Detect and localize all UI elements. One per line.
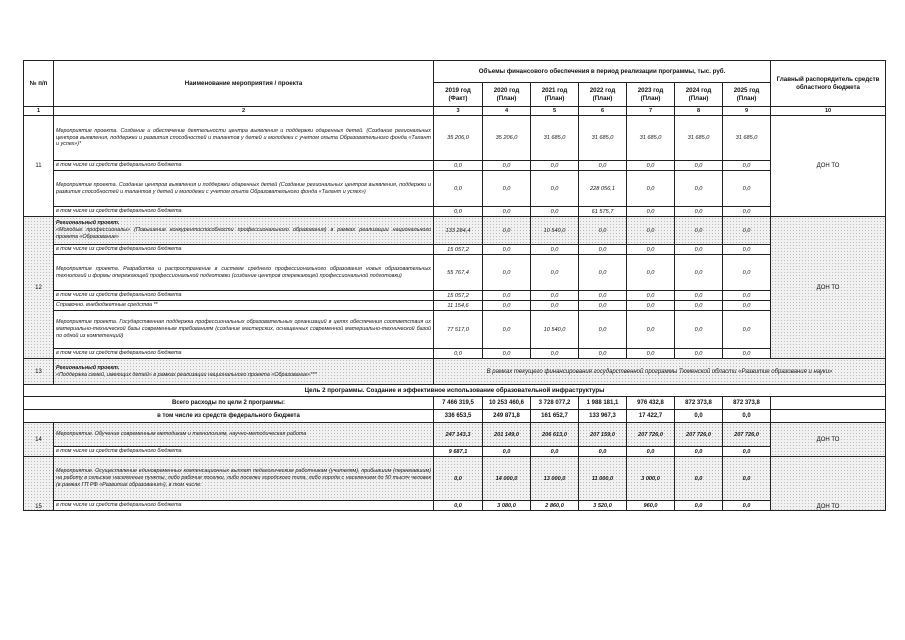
value-cell: 0,0 (579, 311, 627, 349)
table-row (24, 447, 886, 457)
row-description: в том числе из средств федерального бюджета (54, 291, 434, 301)
budget-table (23, 60, 886, 511)
table-row (24, 423, 886, 447)
project-title: Региональный проект. (56, 220, 120, 227)
row-description (54, 359, 434, 385)
value-cell: 0,0 (675, 161, 723, 171)
value-cell: 14 000,0 (483, 457, 531, 501)
column-number: 8 (675, 107, 723, 116)
value-cell: 0,0 (675, 349, 723, 359)
value-cell: 0,0 (483, 311, 531, 349)
total-fed-value: 17 422,7 (627, 410, 675, 423)
year-header: 2022 год (План) (579, 83, 627, 107)
value-cell: 35 206,0 (434, 116, 483, 161)
value-cell: 31 685,0 (675, 116, 723, 161)
value-cell: 0,0 (434, 171, 483, 207)
value-cell: 0,0 (531, 349, 579, 359)
value-cell: 11 154,6 (434, 301, 483, 311)
value-cell: 0,0 (434, 501, 483, 511)
value-cell: 247 143,3 (434, 423, 483, 447)
row-description: в том числе из средств федерального бюджета (54, 245, 434, 255)
value-cell: 0,0 (531, 255, 579, 291)
column-number: 6 (579, 107, 627, 116)
table-row (24, 245, 886, 255)
value-cell: 133 284,4 (434, 217, 483, 245)
value-cell: 0,0 (723, 161, 771, 171)
value-cell: 3 000,0 (627, 457, 675, 501)
value-cell: 0,0 (483, 171, 531, 207)
value-cell: 0,0 (434, 161, 483, 171)
row-description: Мероприятие. Осуществление единовременных компенсационных выплат педагогическим работникам (учителям), прибывшим (переехавшим) на работу в сельские населенные пункты, либо рабочие поселки, либо поселки городского типа, либо города с населением до 50 тысяч человек (в рамках ГП РФ «Развитие образования»), в том числе: (54, 457, 434, 501)
column-number: 7 (627, 107, 675, 116)
value-cell: 0,0 (675, 311, 723, 349)
value-cell: 0,0 (579, 447, 627, 457)
value-cell: 0,0 (483, 349, 531, 359)
value-cell: 0,0 (531, 207, 579, 217)
table-row (24, 207, 886, 217)
value-cell: 31 685,0 (579, 116, 627, 161)
value-cell: 0,0 (723, 217, 771, 245)
value-cell: 15 057,2 (434, 291, 483, 301)
funding-note: В рамках текущего финансирования государственной программы Тюменской области «Развитие образования и науки» (434, 359, 886, 385)
org-cell: ДОН ТО (771, 423, 886, 457)
table-row (24, 161, 886, 171)
value-cell: 0,0 (531, 161, 579, 171)
value-cell: 0,0 (579, 301, 627, 311)
value-cell: 0,0 (483, 255, 531, 291)
table-row (24, 217, 886, 245)
year-header: 2023 год (План) (627, 83, 675, 107)
value-cell: 0,0 (723, 291, 771, 301)
value-cell: 0,0 (531, 245, 579, 255)
total-fed-row (24, 410, 886, 423)
column-number: 10 (771, 107, 886, 116)
table-row (24, 301, 886, 311)
total-value: 3 728 077,2 (531, 397, 579, 410)
value-cell: 201 149,0 (483, 423, 531, 447)
value-cell: 0,0 (627, 447, 675, 457)
table-row (24, 255, 886, 291)
table-row (24, 116, 886, 161)
column-number: 3 (434, 107, 483, 116)
table-row (24, 359, 886, 385)
header-row-1 (24, 61, 886, 83)
value-cell: 31 685,0 (627, 116, 675, 161)
total-value: 7 466 319,5 (434, 397, 483, 410)
value-cell: 0,0 (675, 255, 723, 291)
value-cell: 0,0 (627, 245, 675, 255)
year-header: 2025 год (План) (723, 83, 771, 107)
total-label: Всего расходы по цели 2 программы: (24, 397, 434, 410)
column-number: 1 (24, 107, 54, 116)
total-fed-value: 336 653,5 (434, 410, 483, 423)
value-cell: 0,0 (675, 207, 723, 217)
total-fed-value: 0,0 (675, 410, 723, 423)
row-index: 12 (24, 217, 54, 359)
org-cell: ДОН ТО (771, 217, 886, 359)
value-cell: 0,0 (483, 217, 531, 245)
row-description: в том числе из средств федерального бюджета (54, 501, 434, 511)
value-cell: 0,0 (579, 349, 627, 359)
value-cell: 9 687,1 (434, 447, 483, 457)
value-cell: 15 057,2 (434, 245, 483, 255)
col-no-header: № п/п (24, 61, 54, 107)
table-row (24, 311, 886, 349)
year-header: 2021 год (План) (531, 83, 579, 107)
value-cell: 0,0 (483, 245, 531, 255)
table-row (24, 349, 886, 359)
row-description: в том числе из средств федерального бюджета (54, 349, 434, 359)
year-header: 2019 год (Факт) (434, 83, 483, 107)
value-cell: 0,0 (579, 245, 627, 255)
value-cell: 0,0 (531, 291, 579, 301)
value-cell: 206 613,0 (531, 423, 579, 447)
value-cell: 0,0 (627, 217, 675, 245)
value-cell: 0,0 (579, 255, 627, 291)
total-value: 10 253 460,6 (483, 397, 531, 410)
column-number-row (24, 107, 886, 116)
value-cell: 207 726,0 (723, 423, 771, 447)
value-cell: 0,0 (579, 217, 627, 245)
value-cell: 0,0 (627, 207, 675, 217)
goal-row (24, 385, 886, 397)
column-number: 9 (723, 107, 771, 116)
value-cell: 55 767,4 (434, 255, 483, 291)
total-value: 1 988 181,1 (579, 397, 627, 410)
value-cell: 0,0 (627, 291, 675, 301)
table-row (24, 457, 886, 501)
project-title: Региональный проект. (56, 364, 120, 371)
column-number: 5 (531, 107, 579, 116)
value-cell: 228 056,1 (579, 171, 627, 207)
value-cell: 0,0 (675, 457, 723, 501)
value-cell: 0,0 (483, 291, 531, 301)
value-cell: 0,0 (483, 301, 531, 311)
value-cell: 0,0 (627, 311, 675, 349)
value-cell: 13 000,0 (531, 457, 579, 501)
value-cell: 10 540,0 (531, 311, 579, 349)
empty-cell (771, 410, 886, 423)
table-row (24, 501, 886, 511)
empty-cell (771, 397, 886, 410)
budget-table-page (23, 60, 885, 511)
value-cell: 0,0 (675, 301, 723, 311)
project-text: «Поддержка семей, имеющих детей» в рамках реализации национального проекта «Образование»*** (56, 371, 317, 378)
row-index: 13 (24, 359, 54, 385)
total-fed-value: 0,0 (723, 410, 771, 423)
org-cell: ДОН ТО (771, 457, 886, 511)
column-number: 4 (483, 107, 531, 116)
value-cell: 0,0 (723, 311, 771, 349)
table-row (24, 291, 886, 301)
value-cell: 3 080,0 (483, 501, 531, 511)
value-cell: 31 685,0 (531, 116, 579, 161)
value-cell: 0,0 (483, 447, 531, 457)
value-cell: 0,0 (723, 207, 771, 217)
row-description: Мероприятие. Обучение современным методикам и технологиям, научно-методическая работа (54, 423, 434, 447)
row-description: в том числе из средств федерального бюджета (54, 447, 434, 457)
value-cell: 0,0 (434, 207, 483, 217)
value-cell: 0,0 (627, 171, 675, 207)
value-cell: 61 575,7 (579, 207, 627, 217)
value-cell: 207 159,0 (579, 423, 627, 447)
column-number: 2 (54, 107, 434, 116)
value-cell: 0,0 (579, 291, 627, 301)
value-cell: 0,0 (531, 447, 579, 457)
value-cell: 2 860,0 (531, 501, 579, 511)
value-cell: 0,0 (579, 161, 627, 171)
row-description: Мероприятие проекта. Государственная поддержка профессиональных образовательных организаций в целях обеспечения соответствия их материально-технической базы современным требованиям (создание мастерских, оснащенных современной материально-технической базой по одной из компетенций) (54, 311, 434, 349)
row-description: в том числе из средств федерального бюджета (54, 207, 434, 217)
value-cell: 31 685,0 (723, 116, 771, 161)
value-cell: 207 726,0 (627, 423, 675, 447)
total-value: 872 373,8 (723, 397, 771, 410)
row-description: Справочно. внебюджетные средства ** (54, 301, 434, 311)
value-cell: 0,0 (531, 171, 579, 207)
value-cell: 0,0 (723, 171, 771, 207)
value-cell: 0,0 (627, 301, 675, 311)
value-cell: 0,0 (675, 501, 723, 511)
row-description: в том числе из средств федерального бюджета (54, 161, 434, 171)
col-org-header: Главный распорядитель средств областного бюджета (771, 61, 886, 107)
value-cell: 10 540,0 (531, 217, 579, 245)
value-cell: 0,0 (723, 245, 771, 255)
total-fed-value: 161 652,7 (531, 410, 579, 423)
value-cell: 0,0 (483, 161, 531, 171)
row-description: Мероприятие проекта. Создание центров выявления и поддержки одаренных детей (Создание региональных центров выявления, поддержки и развития способностей и талантов у детей и молодежи с учетом опыта Образовательного фонда «Талант и успех») (54, 171, 434, 207)
row-index: 15 (24, 457, 54, 511)
value-cell: 35 206,0 (483, 116, 531, 161)
value-cell: 0,0 (627, 349, 675, 359)
col-finance-header: Объемы финансового обеспечения в период реализации программы, тыс. руб. (434, 61, 771, 83)
value-cell: 3 520,0 (579, 501, 627, 511)
table-row (24, 171, 886, 207)
value-cell: 0,0 (531, 301, 579, 311)
value-cell: 0,0 (434, 457, 483, 501)
year-header: 2024 год (План) (675, 83, 723, 107)
goal-title: Цель 2 программы. Создание и эффективное использование образовательной инфраструктуры (24, 385, 886, 397)
total-value: 872 373,8 (675, 397, 723, 410)
col-name-header: Наименование мероприятия / проекта (54, 61, 434, 107)
org-cell: ДОН ТО (771, 116, 886, 217)
row-description: Мероприятие проекта. Разработка и распространение в системе среднего профессионального образования новых образовательных технологий и формы опережающей профессиональной подготовки (создание центров опережающей профессиональной подготовки) (54, 255, 434, 291)
value-cell: 0,0 (675, 245, 723, 255)
year-header: 2020 год (План) (483, 83, 531, 107)
value-cell: 0,0 (434, 349, 483, 359)
value-cell: 11 000,0 (579, 457, 627, 501)
value-cell: 77 517,0 (434, 311, 483, 349)
total-value: 976 432,8 (627, 397, 675, 410)
value-cell: 0,0 (723, 447, 771, 457)
value-cell: 0,0 (723, 349, 771, 359)
row-index: 14 (24, 423, 54, 457)
row-description: Мероприятие проекта. Создание и обеспечение деятельности центра выявления и поддержки одаренных детей. (Создание региональных центров выявления, поддержки и развития способностей и талантов у детей и молодежи с учетом опыта Образовательного фонда «Талант и успех»)* (54, 116, 434, 161)
value-cell: 0,0 (723, 457, 771, 501)
total-fed-value: 133 967,3 (579, 410, 627, 423)
value-cell: 0,0 (675, 447, 723, 457)
value-cell: 960,0 (627, 501, 675, 511)
project-text: «Молодые профессионалы» (Повышение конкурентоспособности профессионального образования) в рамках реализации национального проекта «Образование» (56, 227, 431, 240)
value-cell: 0,0 (675, 217, 723, 245)
value-cell: 0,0 (675, 171, 723, 207)
total-row (24, 397, 886, 410)
total-fed-label: в том числе из средств федерального бюджета (24, 410, 434, 423)
total-fed-value: 249 871,8 (483, 410, 531, 423)
value-cell: 0,0 (723, 255, 771, 291)
row-description (54, 217, 434, 245)
value-cell: 0,0 (483, 207, 531, 217)
value-cell: 0,0 (627, 255, 675, 291)
row-index: 11 (24, 116, 54, 217)
value-cell: 0,0 (627, 161, 675, 171)
value-cell: 0,0 (675, 291, 723, 301)
value-cell: 0,0 (723, 301, 771, 311)
value-cell: 0,0 (723, 501, 771, 511)
value-cell: 207 726,0 (675, 423, 723, 447)
